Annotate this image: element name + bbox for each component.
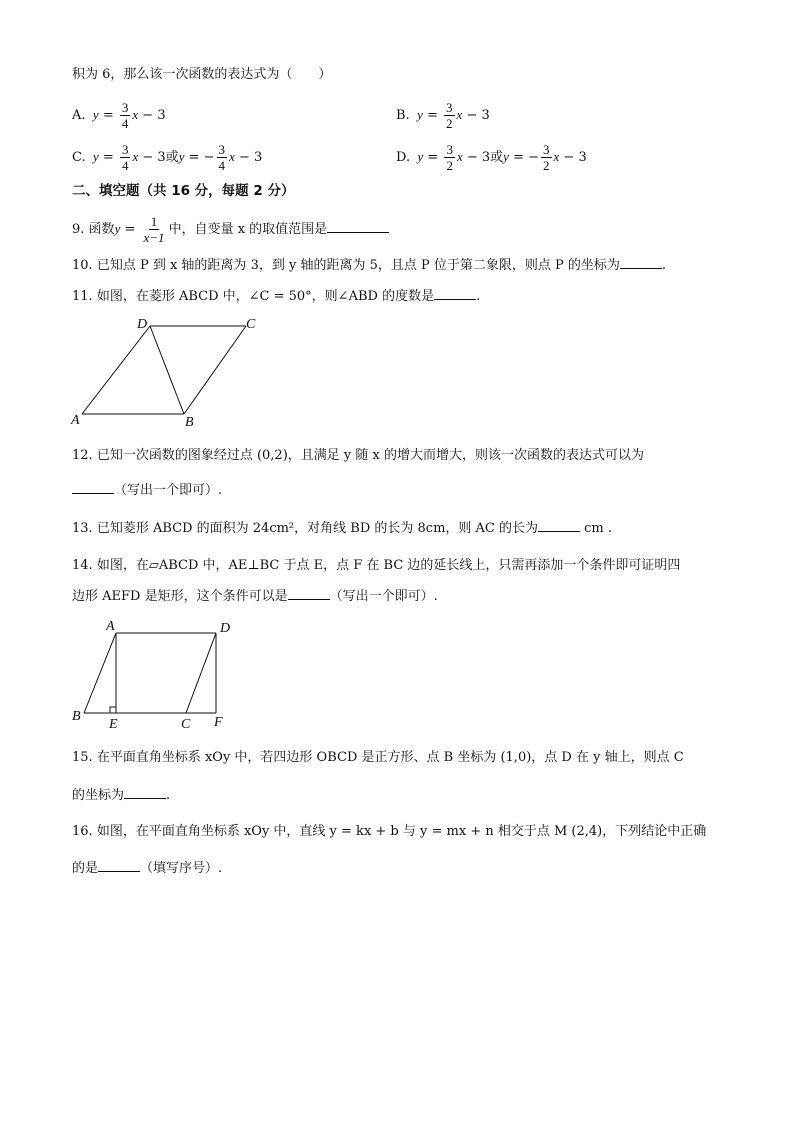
question-12-line1: 12. 已知一次函数的图象经过点 (0,2)，且满足 y 随 x 的增大而增大，则该一次函数的表达式可以为 — [72, 448, 644, 463]
label-d: D — [137, 317, 148, 332]
q8-stem-tail: 积为 6，那么该一次函数的表达式为（ ） — [72, 67, 332, 82]
question-10: 10. 已知点 P 到 x 轴的距离为 3，到 y 轴的距离为 5，且点 P 位于第二象限，则点 P 的坐标为 . — [72, 258, 667, 273]
side-ad — [82, 326, 150, 414]
question-16-line1: 16. 如图，在平面直角坐标系 xOy 中，直线 y = kx + b 与 y = mx + n 相交于点 M (2,4)，下列结论中正确 — [72, 824, 707, 839]
label-a: A — [106, 619, 115, 634]
fraction: $\frac{3}{2}$ — [446, 142, 453, 173]
right-angle-mark — [110, 707, 116, 713]
label-b: B — [185, 415, 194, 430]
answer-blank[interactable] — [620, 256, 662, 269]
question-13: 13. 已知菱形 ABCD 的面积为 24cm²，对角线 BD 的长为 8cm，则 AC 的长为 cm . — [72, 521, 613, 536]
answer-blank[interactable] — [327, 220, 389, 233]
answer-blank[interactable] — [98, 859, 140, 872]
question-15-line1: 15. 在平面直角坐标系 xOy 中，若四边形 OBCD 是正方形、点 B 坐标为 (1,0)，点 D 在 y 轴上，则点 C — [72, 750, 684, 765]
label-b: B — [72, 709, 81, 724]
side-cb — [184, 326, 246, 414]
label-c: C — [246, 317, 256, 332]
label-c: C — [181, 717, 191, 732]
answer-blank[interactable] — [538, 519, 580, 532]
question-15-line2: 的坐标为 . — [72, 788, 171, 803]
section-heading: 二、填空题（共 16 分，每题 2 分） — [72, 183, 295, 199]
fraction: $\frac{3}{2}$ — [543, 142, 550, 173]
label-d: D — [220, 621, 231, 636]
answer-blank[interactable] — [434, 287, 476, 300]
answer-blank[interactable] — [124, 786, 166, 799]
question-9: 9. 函数y = $\frac{1}{x-1}$ 中，自变量 x 的取值范围是 — [72, 214, 389, 245]
answer-blank[interactable] — [72, 481, 114, 494]
fraction: $\frac{3}{2}$ — [446, 100, 453, 131]
answer-blank[interactable] — [288, 587, 330, 600]
parallelogram-figure — [66, 614, 246, 734]
q8-option-b[interactable]: B. y = $\frac{3}{2}$ x − 3 — [396, 100, 490, 131]
question-14-line2: 边形 AEFD 是矩形，这个条件可以是 （写出一个即可）. — [72, 589, 438, 604]
question-11: 11. 如图，在菱形 ABCD 中，∠C = 50°，则∠ABD 的度数是 . — [72, 289, 481, 304]
fraction: $\frac{3}{4}$ — [121, 100, 129, 131]
side-ba — [84, 633, 116, 713]
q8-option-a[interactable]: A. y = $\frac{3}{4}$ x − 3 — [72, 100, 166, 131]
question-12-line2: （写出一个即可）. — [72, 481, 222, 501]
fraction: $\frac{3}{4}$ — [121, 142, 129, 173]
fraction: $\frac{1}{x-1}$ — [143, 214, 165, 245]
rhombus-figure — [66, 314, 266, 430]
side-dc — [186, 633, 216, 713]
label-a: A — [71, 413, 80, 428]
fraction: $\frac{3}{4}$ — [218, 142, 226, 173]
diagonal-bd — [150, 326, 184, 414]
question-14-line1: 14. 如图，在▱ABCD 中，AE⊥BC 于点 E，点 F 在 BC 边的延长线上，只需再添加一个条件即可证明四 — [72, 558, 681, 573]
label-f: F — [214, 715, 223, 730]
q8-option-d[interactable]: D. y = $\frac{3}{2}$ x − 3或y = − $\frac{3}{2}$ x − 3 — [396, 142, 587, 173]
label-e: E — [109, 717, 118, 732]
q8-option-c[interactable]: C. y = $\frac{3}{4}$ x − 3或y = − $\frac{3}{4}$ x − 3 — [72, 142, 263, 173]
question-16-line2: 的是 （填写序号）. — [72, 861, 223, 876]
